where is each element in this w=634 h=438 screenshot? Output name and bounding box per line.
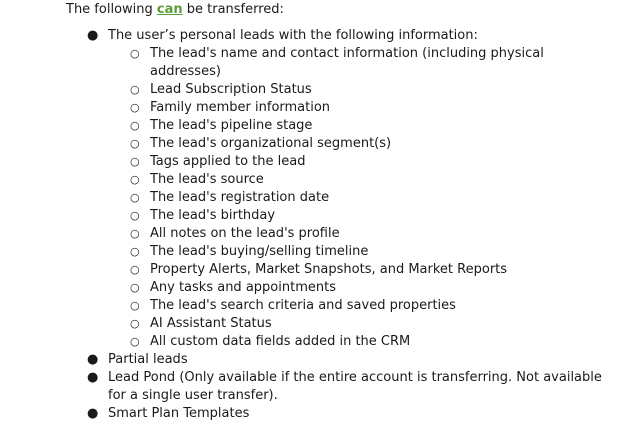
highlight-can: can bbox=[156, 2, 183, 17]
list-item-label: Partial leads bbox=[108, 352, 188, 367]
circle-bullet-icon: ○ bbox=[130, 245, 140, 258]
sublist-item bbox=[108, 117, 614, 135]
circle-bullet-icon: ○ bbox=[130, 173, 140, 186]
sublist-item bbox=[108, 189, 614, 207]
sublist-item bbox=[108, 45, 614, 81]
sublist-item-label: Tags applied to the lead bbox=[150, 154, 306, 169]
circle-bullet-icon: ○ bbox=[130, 191, 140, 204]
circle-bullet-icon: ○ bbox=[130, 263, 140, 276]
bullet-icon: ● bbox=[87, 28, 99, 43]
sublist-item bbox=[108, 171, 614, 189]
sublist-item-label: The lead's pipeline stage bbox=[150, 118, 313, 133]
sublist-item-label: Property Alerts, Market Snapshots, and Market Reports bbox=[150, 262, 508, 277]
circle-bullet-icon: ○ bbox=[130, 155, 140, 168]
circle-bullet-icon: ○ bbox=[130, 227, 140, 240]
sublist-item-label: The lead's registration date bbox=[150, 190, 330, 205]
list-item-label: Smart Plan Templates bbox=[108, 406, 250, 421]
sublist-item bbox=[108, 135, 614, 153]
sublist-item bbox=[108, 315, 614, 333]
sublist-item bbox=[108, 81, 614, 99]
bullet-icon: ● bbox=[87, 352, 99, 367]
circle-bullet-icon: ○ bbox=[130, 101, 140, 114]
transfer-list bbox=[0, 27, 634, 423]
sublist-item bbox=[108, 207, 614, 225]
sublist-item-label: The lead's organizational segment(s) bbox=[150, 136, 392, 151]
list-item-label: Lead Pond (Only available if the entire account is transferring. Not available for a single user transfer). bbox=[108, 370, 602, 403]
circle-bullet-icon: ○ bbox=[130, 83, 140, 96]
intro-sentence bbox=[66, 1, 284, 19]
circle-bullet-icon: ○ bbox=[130, 137, 140, 150]
sublist-item-label: All notes on the lead's profile bbox=[150, 226, 340, 241]
sublist-item-label: Any tasks and appointments bbox=[150, 280, 336, 295]
list-item-label: The user’s personal leads with the following information: bbox=[108, 28, 478, 43]
sublist-item bbox=[108, 225, 614, 243]
sublist-item bbox=[108, 99, 614, 117]
sublist-item-label: AI Assistant Status bbox=[150, 316, 272, 331]
sublist-item bbox=[108, 333, 614, 351]
sublist-item-label: The lead's birthday bbox=[150, 208, 276, 223]
sublist-item-label: The lead's buying/selling timeline bbox=[150, 244, 369, 259]
sublist-item-label: The lead's search criteria and saved properties bbox=[150, 298, 456, 313]
sublist-item-label: Lead Subscription Status bbox=[150, 82, 312, 97]
list-item-lead-pond bbox=[0, 369, 634, 405]
circle-bullet-icon: ○ bbox=[130, 317, 140, 330]
sublist-item-label: Family member information bbox=[150, 100, 331, 115]
sublist-item bbox=[108, 243, 614, 261]
bullet-icon: ● bbox=[87, 406, 99, 421]
circle-bullet-icon: ○ bbox=[130, 119, 140, 132]
circle-bullet-icon: ○ bbox=[130, 281, 140, 294]
list-item-personal-leads bbox=[0, 27, 634, 351]
lead-info-sublist bbox=[108, 45, 614, 351]
circle-bullet-icon: ○ bbox=[130, 47, 140, 60]
sublist-item bbox=[108, 297, 614, 315]
intro-after: be transferred: bbox=[182, 2, 284, 17]
bullet-icon: ● bbox=[87, 370, 99, 385]
sublist-item-label: All custom data fields added in the CRM bbox=[150, 334, 411, 349]
sublist-item-label: The lead's source bbox=[150, 172, 264, 187]
circle-bullet-icon: ○ bbox=[130, 335, 140, 348]
circle-bullet-icon: ○ bbox=[130, 299, 140, 312]
list-item-smart-plan-templates bbox=[0, 405, 634, 423]
sublist-item bbox=[108, 153, 614, 171]
intro-before: The following bbox=[66, 2, 157, 17]
sublist-item-label: The lead's name and contact information (including physical addresses) bbox=[150, 46, 544, 79]
list-item-partial-leads bbox=[0, 351, 634, 369]
sublist-item bbox=[108, 261, 614, 279]
sublist-item bbox=[108, 279, 614, 297]
circle-bullet-icon: ○ bbox=[130, 209, 140, 222]
